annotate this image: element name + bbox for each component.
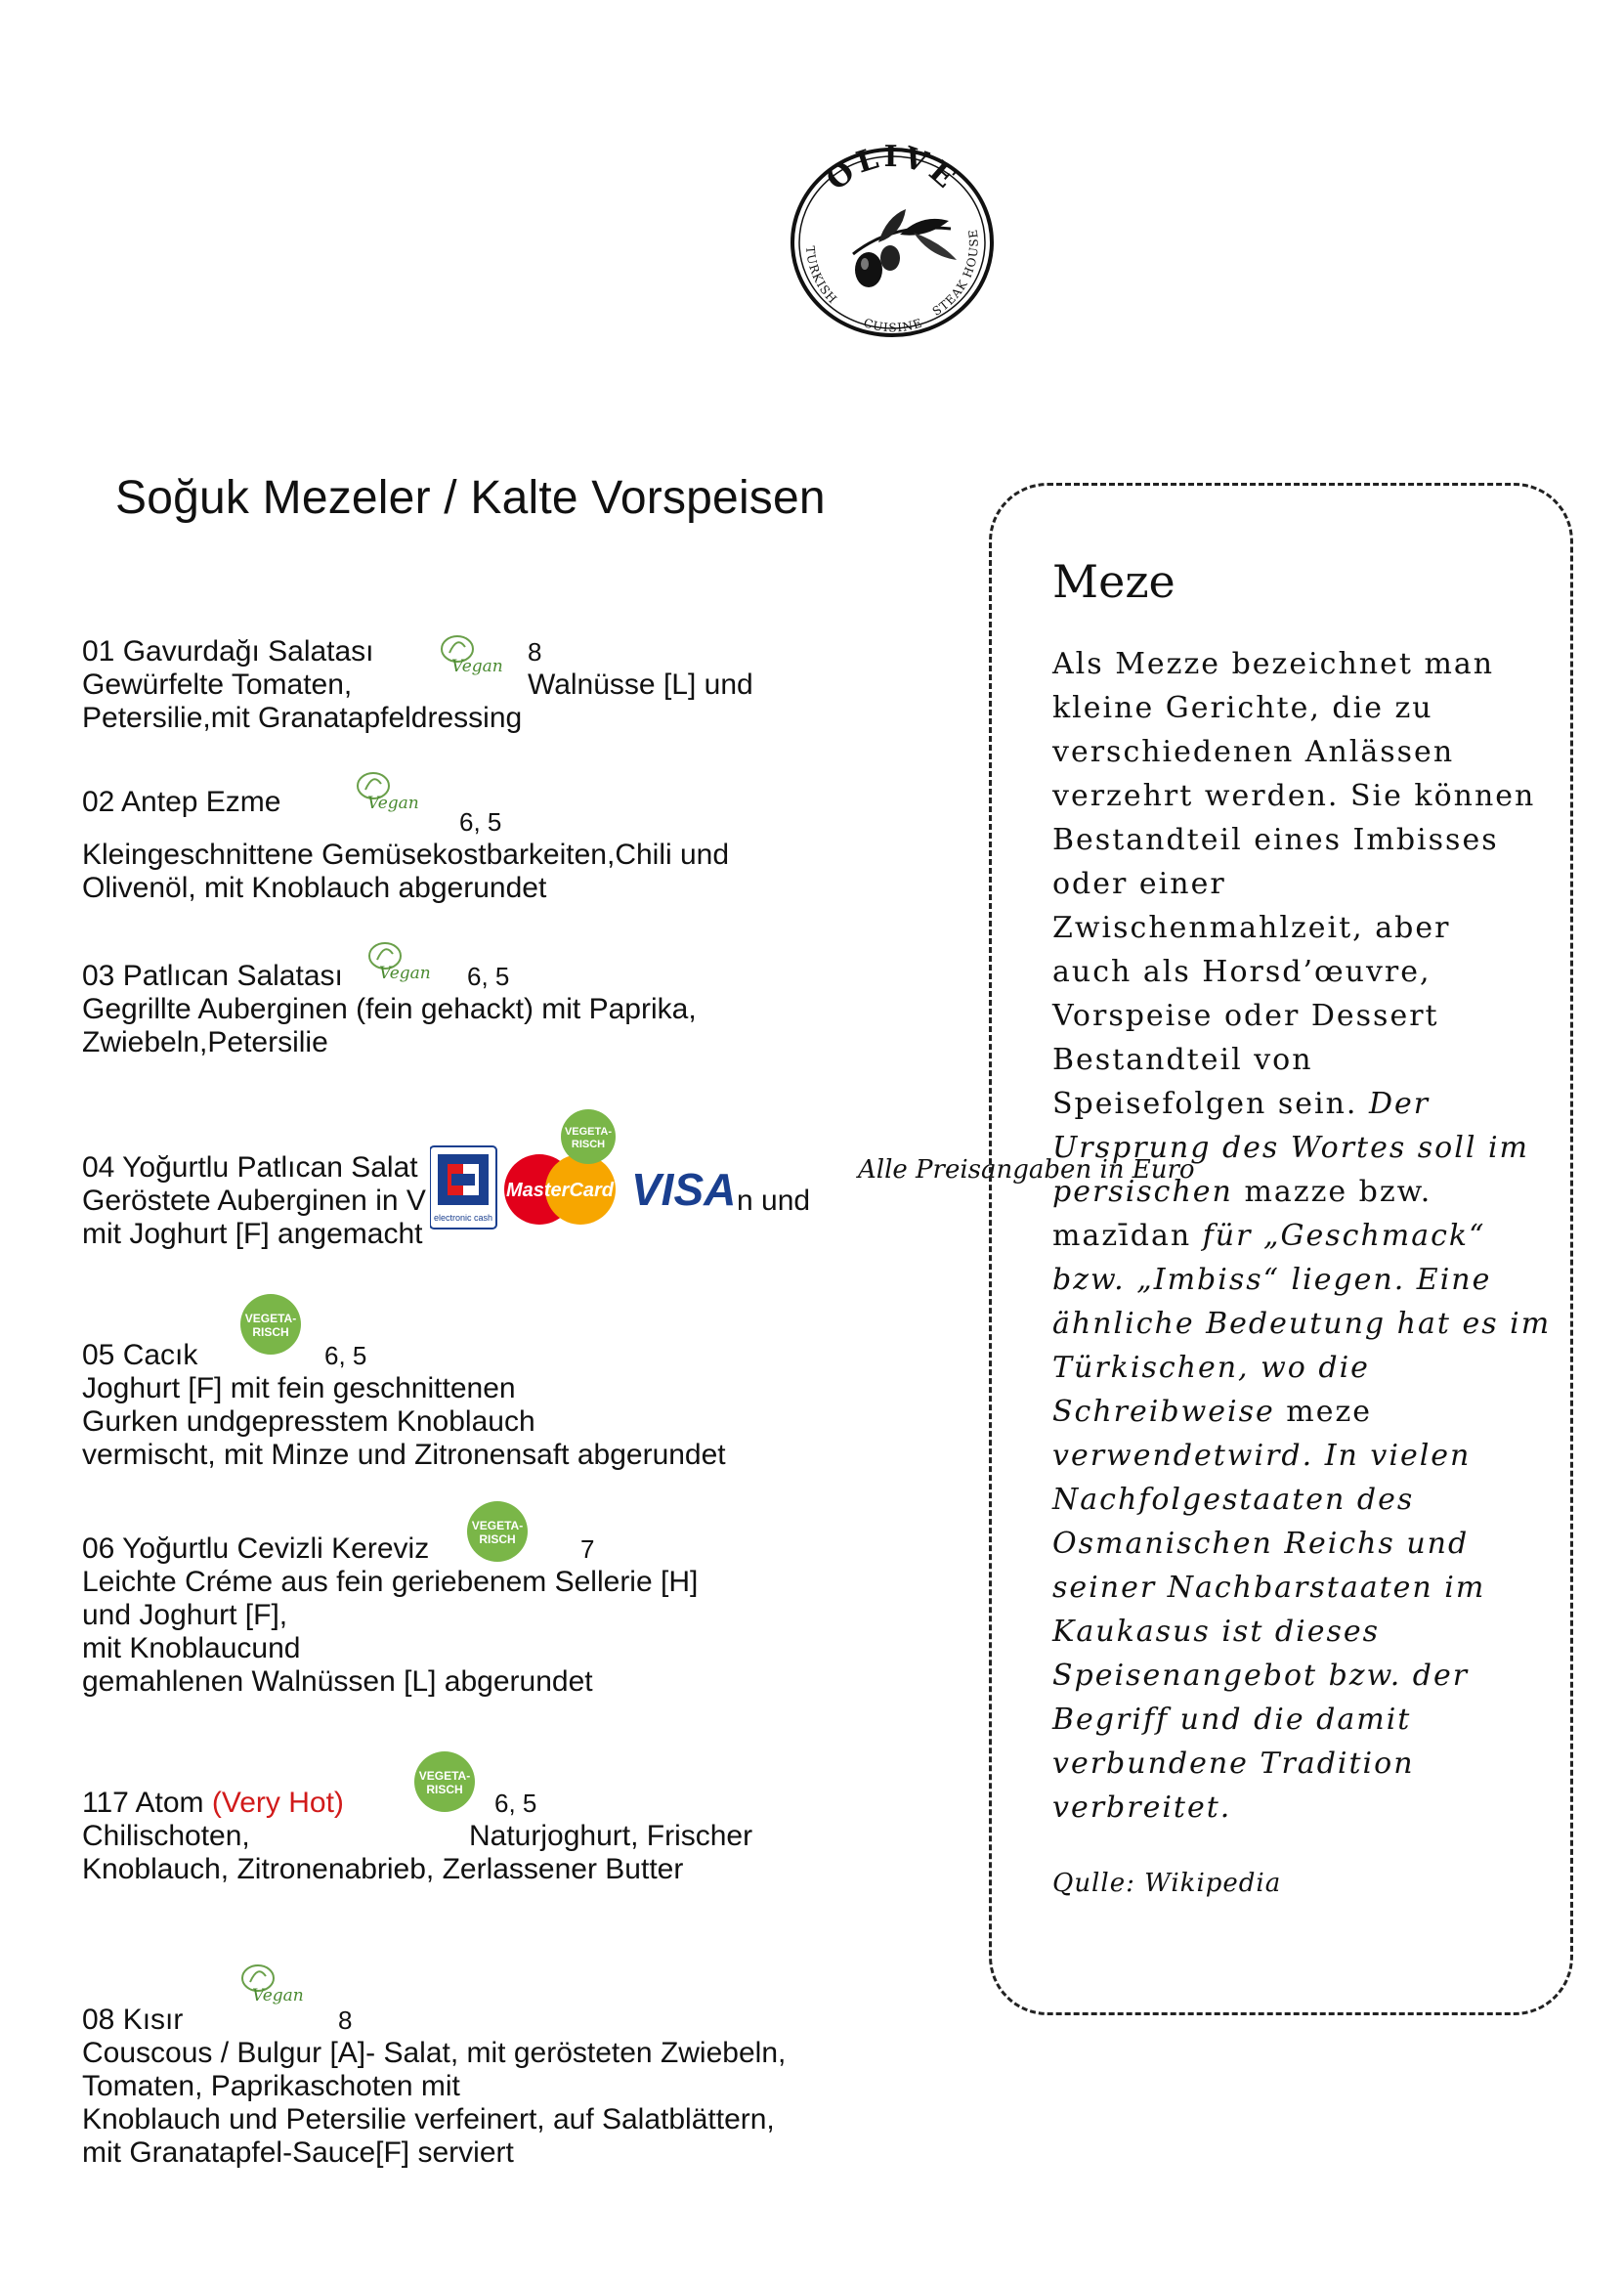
vegetarisch-badge-icon — [412, 1749, 477, 1814]
vegetarisch-label-1: VEGETA- — [564, 1126, 613, 1138]
svg-text:OLIVE — [820, 145, 964, 197]
meze-text-line: Vorspeise oder Dessert — [1052, 999, 1439, 1033]
item-name: 06 Yoğurtlu Cevizli Kereviz — [82, 1532, 430, 1565]
item-name: 01 Gavurdağı Salatası — [82, 635, 374, 668]
item-name-row — [82, 1787, 344, 1820]
item-name: 05 Cacık — [82, 1339, 198, 1371]
item-description: Chilischoten, — [82, 1820, 250, 1852]
vegan-label: Vegan — [367, 794, 419, 813]
very-hot-label: (Very Hot) — [211, 1787, 344, 1819]
meze-text-line: verbreitet. — [1052, 1790, 1232, 1825]
olive-logo — [785, 145, 1000, 340]
logo-tagline-right: STEAK HOUSE — [929, 228, 981, 319]
meze-text-line: verschiedenen Anlässen — [1052, 735, 1455, 769]
vegetarisch-badge-icon — [238, 1292, 303, 1357]
olive-branch-icon — [853, 209, 957, 287]
item-price: 6, 5 — [459, 807, 502, 837]
vegetarisch-badge-icon — [561, 1109, 616, 1164]
mastercard-label: MasterCard — [505, 1180, 615, 1201]
item-name: 08 Kısır — [82, 2004, 184, 2036]
item-description: Joghurt [F] mit fein geschnittenen — [82, 1372, 516, 1404]
ec-label: electronic cash — [433, 1213, 493, 1223]
page-title: Soğuk Mezeler / Kalte Vorspeisen — [115, 472, 826, 524]
meze-text-line: verzehrt werden. Sie können — [1052, 779, 1536, 813]
item-description: Gegrillte Auberginen (fein gehackt) mit Paprika, — [82, 993, 697, 1025]
meze-text-line: verbundene Tradition — [1052, 1747, 1415, 1781]
meze-text-line: Nachfolgestaaten des — [1052, 1483, 1415, 1517]
item-description: Knoblauch, Zitronenabrieb, Zerlassener Butter — [82, 1853, 684, 1885]
item-description: Gewürfelte Tomaten, — [82, 669, 353, 701]
item-name: 02 Antep Ezme — [82, 786, 281, 818]
item-price: 6, 5 — [467, 962, 510, 991]
meze-text-line — [1052, 1175, 1432, 1209]
logo-brand: OLIVE — [820, 145, 965, 198]
meze-text-line: kleine Gerichte, die zu — [1052, 691, 1433, 725]
vegan-badge-icon — [362, 936, 440, 991]
vegan-label: Vegan — [451, 657, 503, 676]
item-description: Zwiebeln,Petersilie — [82, 1026, 328, 1058]
item-description: Gurken undgepresstem Knoblauch — [82, 1405, 535, 1438]
logo-tagline-bottom: CUISINE — [862, 316, 924, 335]
vegetarisch-label-2: RISCH — [571, 1139, 606, 1150]
item-description: Leichte Créme aus fein geriebenem Sellerie [H] — [82, 1566, 699, 1598]
meze-text-line: Ursprung des Wortes soll im — [1052, 1131, 1530, 1165]
meze-text-line: Türkischen, wo die — [1052, 1351, 1370, 1385]
item-description: Knoblauch und Petersilie verfeinert, auf Salatblättern, — [82, 2103, 775, 2135]
meze-text-line: verwendetwird. In vielen — [1052, 1439, 1472, 1473]
item-price: 8 — [338, 2006, 353, 2035]
meze-text-line: Kaukasus ist dieses — [1052, 1615, 1381, 1649]
meze-text-line: Zwischenmahlzeit, aber — [1052, 911, 1451, 945]
meze-text-line: Begriff und die damit — [1052, 1703, 1412, 1737]
ec-card-icon — [430, 1146, 496, 1229]
meze-text-line: Osmanischen Reichs und — [1052, 1527, 1470, 1561]
meze-text-segment: mazīdan — [1052, 1219, 1192, 1253]
meze-text-line — [1052, 1087, 1430, 1121]
vegetarisch-label-2: RISCH — [479, 1532, 516, 1546]
meze-text-segment: Der — [1368, 1087, 1431, 1121]
vegetarisch-label-2: RISCH — [252, 1325, 289, 1339]
vegetarisch-label-1: VEGETA- — [418, 1769, 471, 1783]
meze-text-line: seiner Nachbarstaaten im — [1052, 1571, 1486, 1605]
item-description: mit Granatapfel-Sauce[F] serviert — [82, 2136, 514, 2169]
item-description: Naturjoghurt, Frischer — [469, 1820, 753, 1852]
item-description: vermischt, mit Minze und Zitronensaft abgerundet — [82, 1439, 726, 1471]
vegan-label: Vegan — [252, 1986, 304, 2006]
meze-text-segment: für „Geschmack“ — [1202, 1219, 1486, 1253]
meze-text-line: auch als Horsd’œuvre, — [1052, 955, 1432, 989]
item-name: 04 Yoğurtlu Patlıcan Salat — [82, 1151, 418, 1184]
meze-text-segment: Speisefolgen sein. — [1052, 1087, 1358, 1121]
vegan-badge-icon — [235, 1959, 313, 2013]
meze-text-line: oder einer — [1052, 867, 1226, 901]
logo-tagline-left: TURKISH — [802, 245, 840, 307]
meze-text-line: Als Mezze bezeichnet man — [1052, 647, 1495, 681]
item-price: 6, 5 — [324, 1341, 367, 1370]
meze-text-line: ähnliche Bedeutung hat es im — [1052, 1307, 1552, 1341]
item-description: Couscous / Bulgur [A]- Salat, mit gerösteten Zwiebeln, — [82, 2037, 787, 2069]
vegetarisch-label-2: RISCH — [426, 1783, 463, 1796]
meze-text-segment: persischen — [1052, 1175, 1233, 1209]
item-description: und Joghurt [F], — [82, 1599, 288, 1631]
price-note: Alle Preisangaben in Euro — [858, 1155, 1195, 1185]
item-name: 03 Patlıcan Salatası — [82, 960, 343, 992]
meze-text-segment: meze — [1286, 1395, 1373, 1429]
meze-text-line: Speisenangebot bzw. der — [1052, 1659, 1470, 1693]
vegan-badge-icon — [434, 629, 512, 684]
meze-text-segment: mazze bzw. — [1244, 1175, 1432, 1209]
item-price: 8 — [528, 637, 542, 667]
meze-title: Meze — [1052, 555, 1175, 608]
vegetarisch-badge-icon — [465, 1499, 530, 1564]
item-price: 6, 5 — [494, 1789, 537, 1818]
meze-text-line: Bestandteil eines Imbisses — [1052, 823, 1499, 857]
payment-methods — [430, 1109, 743, 1236]
item-description: mit Knoblaucund — [82, 1632, 301, 1664]
vegetarisch-label-1: VEGETA- — [244, 1312, 297, 1325]
item-description: n und — [737, 1185, 811, 1217]
mastercard-icon — [504, 1154, 616, 1225]
item-description: Olivenöl, mit Knoblauch abgerundet — [82, 872, 547, 904]
vegan-badge-icon — [350, 766, 428, 821]
item-description: Tomaten, Paprikaschoten mit — [82, 2070, 460, 2102]
meze-text-line — [1052, 1219, 1485, 1253]
vegetarisch-label-1: VEGETA- — [471, 1519, 524, 1532]
meze-source: Qulle: Wikipedia — [1052, 1869, 1282, 1898]
item-description: Petersilie,mit Granatapfeldressing — [82, 702, 523, 734]
vegan-label: Vegan — [379, 964, 431, 983]
item-description: Geröstete Auberginen in V — [82, 1185, 426, 1217]
item-name: 117 Atom — [82, 1787, 204, 1819]
visa-icon: VISA — [631, 1164, 737, 1215]
meze-text-segment: Schreibweise — [1052, 1395, 1275, 1429]
item-description: gemahlenen Walnüssen [L] abgerundet — [82, 1665, 593, 1698]
item-description: Kleingeschnittene Gemüsekostbarkeiten,Chili und — [82, 839, 730, 871]
item-description: Walnüsse [L] und — [528, 669, 753, 701]
item-price: 7 — [580, 1534, 595, 1564]
meze-text-line: bzw. „Imbiss“ liegen. Eine — [1052, 1263, 1492, 1297]
meze-text-line: Bestandteil von — [1052, 1043, 1313, 1077]
item-description: mit Joghurt [F] angemacht — [82, 1218, 423, 1250]
meze-text-line — [1052, 1395, 1372, 1429]
